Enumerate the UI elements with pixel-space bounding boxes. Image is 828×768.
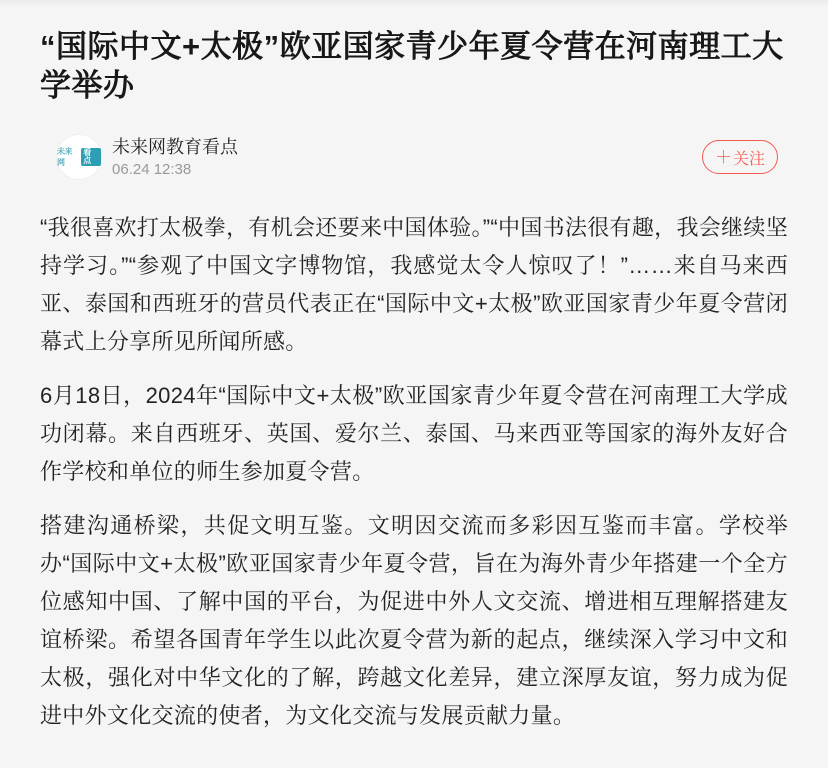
avatar-badge: 看点: [81, 148, 101, 166]
page-top-edge: [0, 0, 828, 7]
article-paragraph: 6月18日，2024年“国际中文+太极”欧亚国家青少年夏令营在河南理工大学成功闭幕。来自西班牙、英国、爱尔兰、泰国、马来西亚等国家的海外友好合作学校和单位的师生参加夏令营。: [40, 383, 788, 484]
follow-button-label: 关注: [732, 150, 765, 168]
page-title: “国际中文+太极”欧亚国家青少年夏令营在河南理工大学举办: [40, 29, 784, 103]
author-row: [40, 135, 788, 179]
author-info: [112, 136, 238, 179]
article-body: [40, 209, 788, 735]
article-paragraph: “我很喜欢打太极拳，有机会还要来中国体验。”“中国书法很有趣，我会继续坚持学习。”“参观了中国文字博物馆，我感觉太令人惊叹了！”……来自马来西亚、泰国和西班牙的营员代表正在“国际中文+太极”欧亚国家青少年夏令营闭幕式上分享所见所闻所感。: [40, 215, 788, 354]
follow-button[interactable]: [702, 140, 778, 174]
author-avatar[interactable]: [57, 135, 101, 179]
article-page: [0, 27, 828, 735]
avatar-brand-logo: 未来网: [57, 147, 72, 167]
author-name[interactable]: 未来网教育看点: [112, 136, 238, 157]
article-paragraph: 搭建沟通桥梁，共促文明互鉴。文明因交流而多彩因互鉴而丰富。学校举办“国际中文+太极”欧亚国家青少年夏令营，旨在为海外青少年搭建一个全方位感知中国、了解中国的平台，为促进中外人文交流、增进相互理解搭建友谊桥梁。希望各国青年学生以此次夏令营为新的起点，继续深入学习中文和太极，强化对中华文化的了解，跨越文化差异，建立深厚友谊，努力成为促进中外文化交流的使者，为文化交流与发展贡献力量。: [40, 513, 788, 728]
plus-icon: ＋: [714, 147, 732, 167]
publish-datetime: 06.24 12:38: [112, 160, 192, 178]
